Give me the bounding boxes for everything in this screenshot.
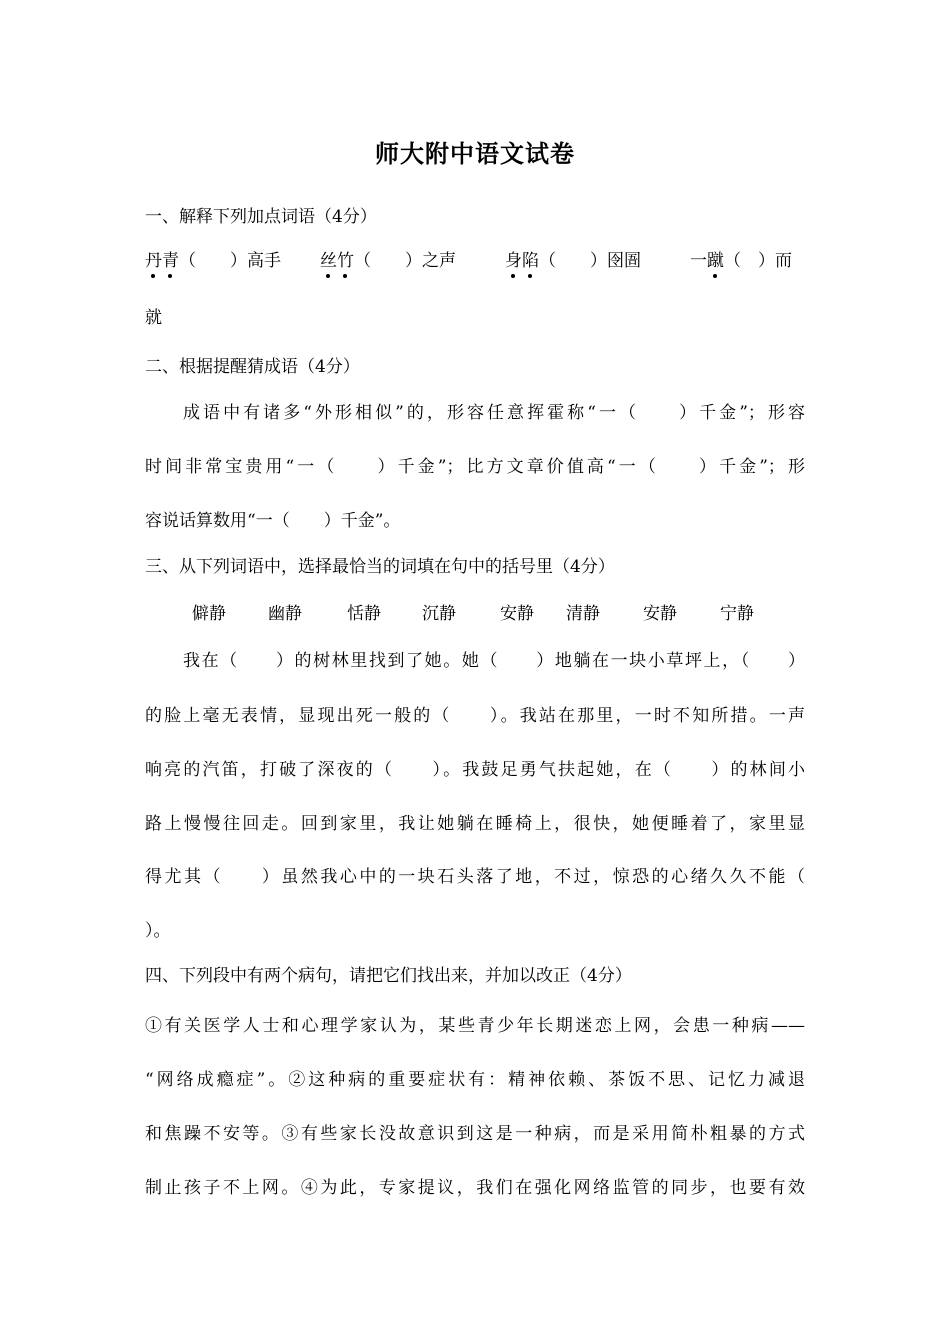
q2-line: 成语中有诸多“外形相似”的，形容任意挥霍称“一（ ）千金”；形容 <box>183 403 805 423</box>
q3-line: 响亮的汽笛，打破了深夜的（ ）。我鼓足勇气扶起她，在（ ）的林间小 <box>145 760 805 780</box>
q4-line: ①有关医学人士和心理学家认为，某些青少年长期迷恋上网，会患一种病—— <box>145 1016 805 1036</box>
q3-line: 的脸上毫无表情，显现出死一般的（ ）。我站在那里，一时不知所措。一声 <box>145 706 805 726</box>
emphasis-dot <box>343 274 347 278</box>
q3-line: 我在（ ）的树林里找到了她。她（ ）地躺在一块小草坪上，（ ） <box>183 651 805 671</box>
q2-line: 时间非常宝贵用“一（ ）千金”；比方文章价值高“一（ ）千金”；形 <box>145 457 805 477</box>
word-option: 安静 <box>643 604 677 624</box>
q1-heading: 一、解释下列加点词语（4分） <box>145 207 377 227</box>
emphasis-dot <box>713 274 717 278</box>
emphasis-dot <box>168 274 172 278</box>
q3-word-bank <box>145 603 805 627</box>
q1-item: 一蹴（ ）而 <box>690 251 792 271</box>
q3-line: 路上慢慢往回走。回到家里，我让她躺在睡椅上，很快，她便睡着了，家里显 <box>145 814 805 834</box>
word-option: 僻静 <box>192 604 226 624</box>
word-option: 幽静 <box>268 604 302 624</box>
word-option: 清静 <box>566 604 600 624</box>
emphasis-dot <box>528 274 532 278</box>
q2-heading: 二、根据提醒猜成语（4分） <box>145 357 360 377</box>
emphasis-dot <box>151 274 155 278</box>
q4-line: 和焦躁不安等。③有些家长没故意识到这是一种病，而是采用简朴粗暴的方式 <box>145 1124 805 1144</box>
q4-line: “网络成瘾症”。②这种病的重要症状有：精神依赖、茶饭不思、记忆力减退 <box>145 1070 805 1090</box>
q1-item: 身陷（ ）囹圄 <box>505 251 641 271</box>
word-option: 宁静 <box>720 604 754 624</box>
q1-item: 丝竹（ ）之声 <box>320 251 456 271</box>
q3-line: ）。 <box>145 921 171 941</box>
word-option: 安静 <box>500 604 534 624</box>
emphasis-dot <box>326 274 330 278</box>
emphasis-dot <box>511 274 515 278</box>
q2-line: 容说话算数用“一（ ）千金”。 <box>145 511 401 531</box>
q4-line: 制止孩子不上网。④为此，专家提议，我们在强化网络监管的同步，也要有效 <box>145 1178 805 1198</box>
q3-line: 得尤其（ ）虽然我心中的一块石头落了地，不过，惊恐的心绪久久不能（ <box>145 867 805 887</box>
q1-item: 丹青（ ）高手 <box>145 251 281 271</box>
word-option: 沉静 <box>422 604 456 624</box>
q3-heading: 三、从下列词语中，选择最恰当的词填在句中的括号里（4分） <box>145 557 615 577</box>
page-title: 师大附中语文试卷 <box>375 139 575 168</box>
word-option: 恬静 <box>347 604 381 624</box>
q4-heading: 四、下列段中有两个病句，请把它们找出来，并加以改正（4分） <box>145 966 632 986</box>
q1-items-row <box>145 250 805 274</box>
q1-wrap: 就 <box>145 308 162 328</box>
